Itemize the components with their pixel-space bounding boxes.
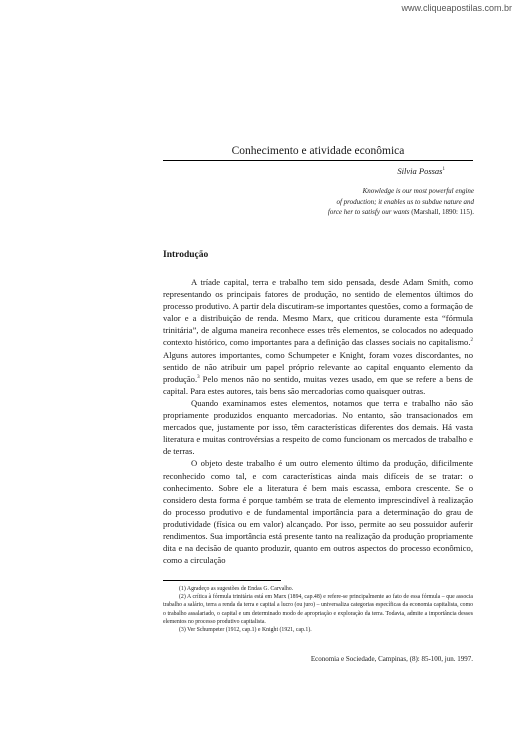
paragraph-2: Quando examinamos estes elementos, notamos que terra e trabalho não são propriamente produzidos enquanto mercadorias. No entanto, são transacionados em mercados que, justamente por isso, têm características diferentes dos demais. Há vasta literatura e muitas controvérsias a respeito de como funcionam os mercados de trabalho e de terras.	[163, 397, 473, 457]
section-heading: Introdução	[163, 250, 209, 260]
journal-citation: Economia e Sociedade, Campinas, (8): 85-100, jun. 1997.	[310, 655, 473, 663]
paragraph-1-part-a: A tríade capital, terra e trabalho tem sido pensada, desde Adam Smith, como representando os principais fatores de produção, no sentido de elementos últimos do processo produtivo. A partir dela discutiram-se importantes questões, como a formação de valor e a distribuição de renda. Mesmo Marx, que criticou duramente esta “fórmula trinitária”, de alguma maneira reconhece esses três elementos, se colocados no adequado contexto histórico, como importantes para a definição das classes sociais no capitalismo.	[163, 277, 473, 348]
footnote-rule	[163, 580, 281, 581]
footnote-1: (1) Agradeço as sugestões de Endas G. Carvalho.	[179, 586, 294, 592]
footnote-3: (3) Ver Schumpeter (1912, cap.1) e Knight (1921, cap.1).	[179, 627, 312, 634]
epigraph	[240, 186, 474, 218]
epigraph-line-3	[240, 207, 474, 218]
paragraph-1-part-c: Pelo menos não no sentido, muitas vezes usado, em que se refere a bens de capital. Para estes autores, tais bens são mercadorias como quaisquer outras.	[163, 373, 473, 396]
epigraph-line-2: of production; it enables us to subdue nature and	[336, 197, 474, 206]
author	[163, 166, 445, 176]
paragraph-1-part-b: Alguns autores importantes, como Schumpeter e Knight, foram vozes discordantes, no sentido de não atribuir um papel próprio relevante ao capital enquanto elemento da produção.	[163, 349, 473, 384]
watermark: www.cliqueapostilas.com.br	[401, 3, 512, 13]
author-footnote-ref: 1	[442, 167, 445, 173]
article-title: Conhecimento e atividade econômica	[231, 145, 405, 157]
paragraph-3: O objeto deste trabalho é um outro elemento último da produção, dificilmente reconhecido como tal, e com características ainda mais difíceis de se tratar: o conhecimento. Sobre ele a literatura é bem mais escassa, embora crescente. Se o considero desta forma é porque também se trata de elemento imprescindível à realização do processo produtivo e de fundamental importância para a determinação do grau de produtividade (física ou em valor) alcançado. Por isso, permite ao seu possuidor auferir rendimentos. Sua importância está presente tanto na realização da produção propriamente dita e na decisão de quanto produzir, quanto em outros aspectos do processo econômico, como a circulação	[163, 458, 473, 566]
epigraph-source: (Marshall, 1890: 115).	[411, 208, 474, 216]
epigraph-line-1: Knowledge is our most powerful engine	[362, 187, 474, 195]
title-rule	[163, 160, 473, 161]
epigraph-quote-end: force her to satisfy our wants	[327, 208, 410, 216]
footnote-2: (2) A crítica à fórmula trinitária está em Marx (1894, cap.48) e refere-se principalmente ao fato de essa fórmula – que associa trabalho a salário, terra a renda da terra e capital a lucro (ou juro) – universaliza categorias específicas da economia capitalista, como o trabalho assalariado, o capital e um determinado modo de apropriação e exploração da terra. Todavia, admite a importância desses elementos no processo produtivo capitalista.	[163, 594, 473, 625]
footnote-ref-2: 2	[470, 338, 473, 344]
body-text	[163, 276, 473, 566]
paragraph-1	[163, 276, 473, 397]
footnotes	[163, 585, 473, 634]
footnote-ref-3: 3	[197, 374, 200, 380]
author-name: Silvia Possas	[397, 166, 443, 176]
